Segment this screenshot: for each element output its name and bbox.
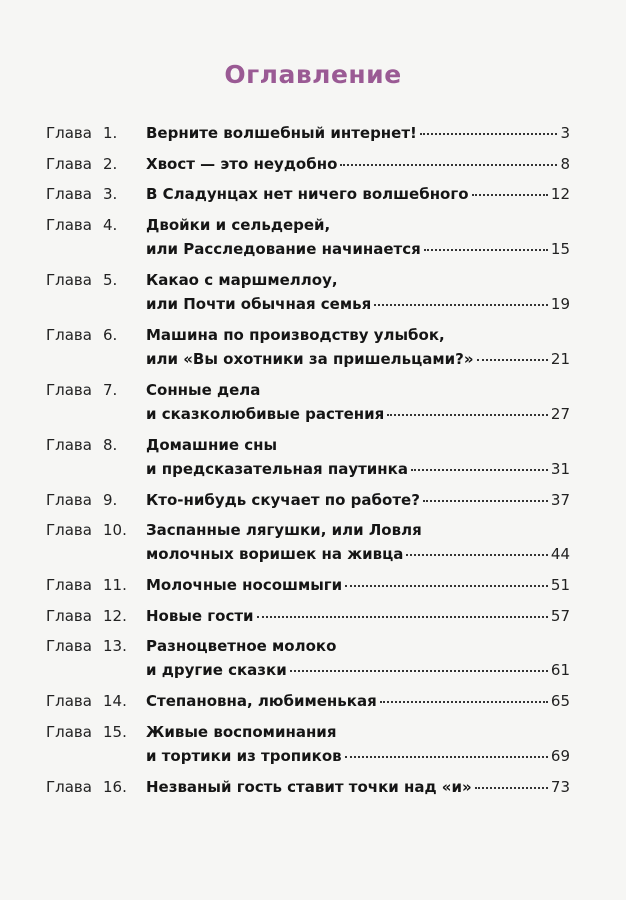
chapter-title-line xyxy=(146,326,570,344)
page-number: 12 xyxy=(550,185,570,203)
chapter-title-line xyxy=(146,491,570,509)
chapter-title-line xyxy=(146,747,570,765)
dot-leader xyxy=(387,414,548,416)
chapter-word: Глава xyxy=(46,490,92,509)
chapter-title-line xyxy=(146,607,570,625)
chapter-title-line xyxy=(146,521,570,539)
chapter-word: Глава xyxy=(46,606,92,625)
chapter-title-line xyxy=(146,723,570,741)
chapter-title-line xyxy=(146,185,570,203)
chapter-title-line xyxy=(146,240,570,258)
dot-leader xyxy=(345,585,548,587)
chapter-number: 4. xyxy=(103,215,118,234)
chapter-title-text: Домашние сны xyxy=(146,435,278,454)
dot-leader xyxy=(380,701,548,703)
chapter-title-line xyxy=(146,460,570,478)
chapter-number: 9. xyxy=(103,490,118,509)
dot-leader xyxy=(423,500,548,502)
page-number: 27 xyxy=(550,404,570,423)
chapter-number: 12. xyxy=(103,606,127,625)
chapter-word: Глава xyxy=(46,777,92,796)
dot-leader xyxy=(420,133,558,135)
chapter-title-line xyxy=(146,405,570,423)
chapter-title-line xyxy=(146,155,570,173)
page-number: 44 xyxy=(550,545,570,563)
chapter-word: Глава xyxy=(46,637,92,655)
page-number: 65 xyxy=(550,692,570,710)
chapter-title-line xyxy=(146,381,570,399)
chapter-number: 13. xyxy=(103,637,127,655)
chapter-title-line xyxy=(146,216,570,234)
chapter-number: 14. xyxy=(103,692,127,710)
chapter-title-text: Живые воспоминания xyxy=(146,722,337,741)
page-number: 3 xyxy=(560,124,570,142)
chapter-word: Глава xyxy=(46,154,92,173)
chapter-word: Глава xyxy=(46,521,92,539)
dot-leader xyxy=(472,194,548,196)
page-number: 15 xyxy=(550,239,570,258)
chapter-title-text: или Расследование начинается xyxy=(146,239,421,258)
dot-leader xyxy=(257,616,548,618)
dot-leader xyxy=(475,787,548,789)
chapter-title-text: Хвост — это неудобно xyxy=(146,154,338,173)
chapter-title-line xyxy=(146,576,570,594)
page-number: 19 xyxy=(550,294,570,313)
chapter-title-text: Молочные носошмыги xyxy=(146,576,343,594)
page-number: 57 xyxy=(550,606,570,625)
chapter-number: 8. xyxy=(103,435,118,454)
page-number: 8 xyxy=(560,154,570,173)
chapter-word: Глава xyxy=(46,576,92,594)
chapter-title-text: Сонные дела xyxy=(146,380,261,399)
chapter-number: 6. xyxy=(103,325,118,344)
chapter-title-line xyxy=(146,271,570,289)
chapter-number: 15. xyxy=(103,722,127,741)
chapter-title-line xyxy=(146,295,570,313)
chapter-title-text: молочных воришек на живца xyxy=(146,545,404,563)
chapter-word: Глава xyxy=(46,435,92,454)
dot-leader xyxy=(374,304,548,306)
dot-leader xyxy=(345,756,548,758)
chapter-title-line xyxy=(146,778,570,796)
chapter-title-text: и предсказательная паутинка xyxy=(146,459,408,478)
chapter-title-text: В Сладунцах нет ничего волшебного xyxy=(146,185,469,203)
chapter-title-text: Верните волшебный интернет! xyxy=(146,124,417,142)
chapter-number: 2. xyxy=(103,154,118,173)
chapter-number: 1. xyxy=(103,124,118,142)
page-number: 37 xyxy=(550,490,570,509)
chapter-word: Глава xyxy=(46,270,92,289)
chapter-title-text: Кто-нибудь скучает по работе? xyxy=(146,490,420,509)
dot-leader xyxy=(406,554,547,556)
dot-leader xyxy=(424,249,548,251)
chapter-title-line xyxy=(146,124,570,142)
dot-leader xyxy=(340,164,557,166)
chapter-title-text: Двойки и сельдерей, xyxy=(146,215,331,234)
chapter-title-text: и сказколюбивые растения xyxy=(146,404,385,423)
chapter-title-text: и тортики из тропиков xyxy=(146,746,342,765)
chapter-title-line xyxy=(146,545,570,563)
chapter-title-text: Разноцветное молоко xyxy=(146,637,337,655)
chapter-title-line xyxy=(146,692,570,710)
page-number: 73 xyxy=(550,777,570,796)
chapter-word: Глава xyxy=(46,124,92,142)
dot-leader xyxy=(290,670,548,672)
chapter-title-text: Машина по производству улыбок, xyxy=(146,325,445,344)
chapter-word: Глава xyxy=(46,215,92,234)
chapter-number: 11. xyxy=(103,576,127,594)
chapter-word: Глава xyxy=(46,722,92,741)
chapter-word: Глава xyxy=(46,325,92,344)
chapter-word: Глава xyxy=(46,380,92,399)
page-number: 61 xyxy=(550,661,570,679)
chapter-title-text: Заспанные лягушки, или Ловля xyxy=(146,521,422,539)
chapter-title-text: Степановна, любименькая xyxy=(146,692,377,710)
chapter-word: Глава xyxy=(46,185,92,203)
chapter-title-line xyxy=(146,350,570,368)
chapter-title-text: Новые гости xyxy=(146,606,254,625)
chapter-title-text: или «Вы охотники за пришельцами?» xyxy=(146,349,474,368)
chapter-word: Глава xyxy=(46,692,92,710)
chapter-title-text: Какао с маршмеллоу, xyxy=(146,270,338,289)
chapter-number: 5. xyxy=(103,270,118,289)
chapter-title-text: и другие сказки xyxy=(146,661,287,679)
chapter-title-line xyxy=(146,637,570,655)
page-number: 31 xyxy=(550,459,570,478)
chapter-number: 10. xyxy=(103,521,127,539)
chapter-title-line xyxy=(146,436,570,454)
chapter-number: 3. xyxy=(103,185,118,203)
page-number: 21 xyxy=(550,349,570,368)
page-number: 69 xyxy=(550,746,570,765)
page-title: Оглавление xyxy=(224,60,402,89)
chapter-title-text: Незваный гость ставит точки над «и» xyxy=(146,777,472,796)
dot-leader xyxy=(477,359,548,361)
chapter-title-line xyxy=(146,661,570,679)
chapter-number: 16. xyxy=(103,777,127,796)
chapter-title-text: или Почти обычная семья xyxy=(146,294,372,313)
chapter-number: 7. xyxy=(103,380,118,399)
page-number: 51 xyxy=(550,576,570,594)
dot-leader xyxy=(411,469,548,471)
